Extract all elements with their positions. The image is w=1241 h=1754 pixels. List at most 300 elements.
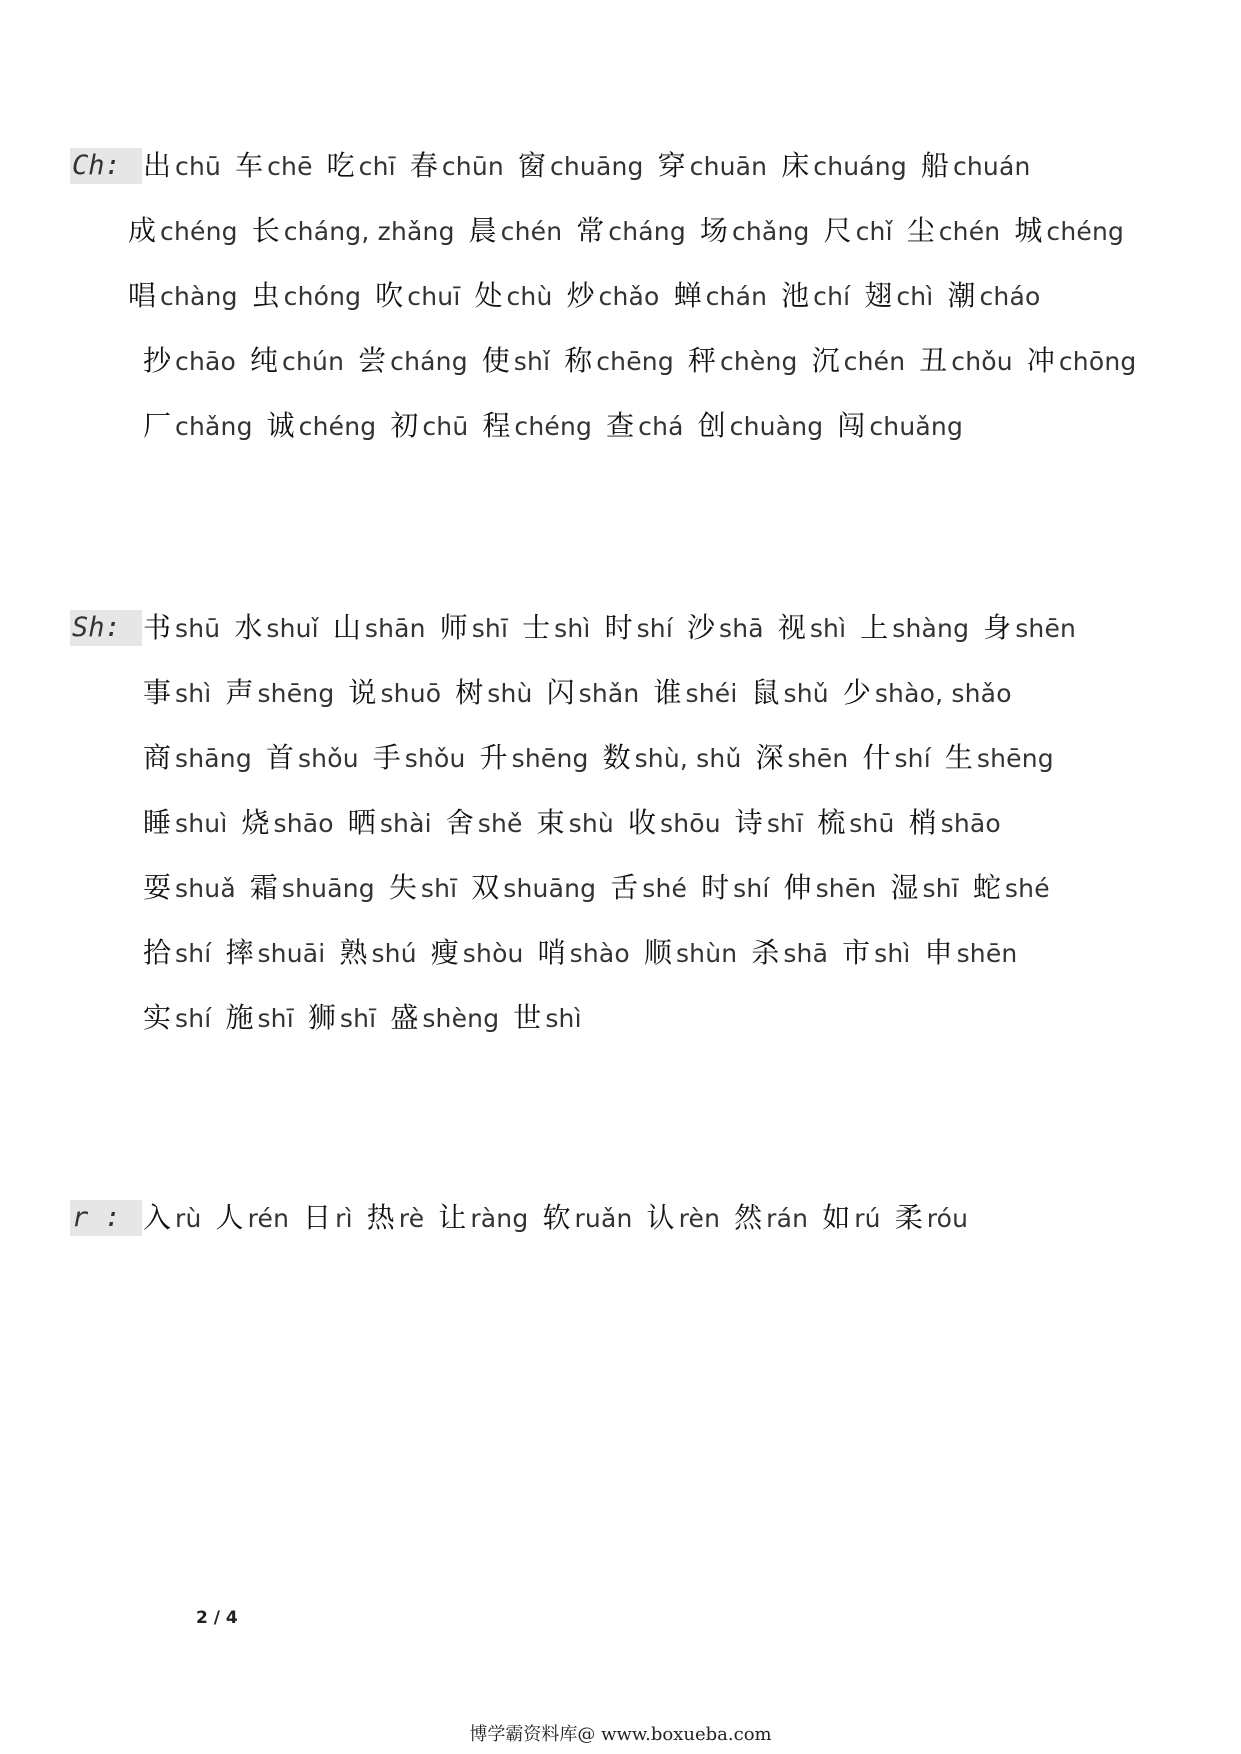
character-row	[143, 406, 977, 446]
character-row	[128, 211, 1138, 251]
character-entry	[143, 673, 211, 717]
pinyin-reading: shì	[545, 1004, 582, 1033]
hanzi-character: 身	[983, 611, 1012, 644]
pinyin-reading: shuì	[175, 809, 228, 838]
hanzi-character: 山	[332, 611, 361, 644]
pinyin-reading: chūn	[441, 152, 504, 181]
hanzi-character: 冲	[1026, 344, 1055, 377]
hanzi-character: 商	[143, 741, 172, 774]
hanzi-character: 数	[602, 741, 631, 774]
pinyin-reading: chí	[813, 282, 851, 311]
pinyin-reading: shǒu	[404, 744, 466, 773]
hanzi-character: 认	[646, 1201, 675, 1234]
pinyin-reading: cháng, zhǎng	[283, 217, 455, 246]
hanzi-character: 鼠	[751, 676, 780, 709]
character-entry	[252, 276, 362, 320]
pinyin-reading: chāo	[175, 347, 237, 376]
pinyin-reading: shī	[420, 874, 458, 903]
character-entry	[817, 803, 894, 847]
character-entry	[921, 146, 1031, 190]
pinyin-reading: shī	[471, 614, 509, 643]
hanzi-character: 沉	[811, 344, 840, 377]
pinyin-reading: chī	[358, 152, 396, 181]
hanzi-character: 常	[576, 214, 605, 247]
pinyin-reading: shēn	[815, 874, 877, 903]
hanzi-character: 施	[225, 1001, 254, 1034]
character-entry	[925, 933, 1018, 977]
pinyin-reading: shuāng	[503, 874, 597, 903]
pinyin-reading: shā	[719, 614, 764, 643]
hanzi-character: 少	[842, 676, 871, 709]
pinyin-reading: chē	[267, 152, 313, 181]
hanzi-character: 查	[606, 409, 635, 442]
pinyin-reading: shǔ	[783, 679, 829, 708]
character-entry	[610, 868, 687, 912]
character-entry	[390, 406, 468, 450]
pinyin-reading: rú	[854, 1204, 881, 1233]
character-entry	[373, 738, 466, 782]
character-entry	[751, 933, 828, 977]
pinyin-reading: chén	[938, 217, 1001, 246]
pinyin-reading: rén	[247, 1204, 290, 1233]
pinyin-reading: shí	[636, 614, 673, 643]
hanzi-character: 晒	[347, 806, 376, 839]
character-row	[143, 146, 1045, 186]
hanzi-character: 狮	[307, 1001, 336, 1034]
hanzi-character: 场	[699, 214, 728, 247]
hanzi-character: 闪	[546, 676, 575, 709]
pinyin-reading: shēn	[1015, 614, 1077, 643]
hanzi-character: 潮	[947, 279, 976, 312]
hanzi-character: 柔	[894, 1201, 923, 1234]
character-entry	[862, 738, 930, 782]
character-entry	[143, 146, 221, 190]
hanzi-character: 失	[388, 871, 417, 904]
hanzi-character: 让	[438, 1201, 467, 1234]
hanzi-character: 烧	[241, 806, 270, 839]
character-entry	[143, 406, 253, 450]
hanzi-character: 吃	[326, 149, 355, 182]
pinyin-reading: shū	[175, 614, 221, 643]
hanzi-character: 摔	[225, 936, 254, 969]
pinyin-reading: shuǐ	[266, 614, 319, 643]
character-entry	[564, 341, 674, 385]
character-entry	[701, 868, 769, 912]
pinyin-reading: shāng	[175, 744, 252, 773]
character-entry	[143, 738, 252, 782]
hanzi-character: 然	[734, 1201, 763, 1234]
hanzi-character: 窗	[517, 149, 546, 182]
pinyin-reading: shù	[487, 679, 533, 708]
pinyin-reading: shāo	[273, 809, 334, 838]
hanzi-character: 师	[439, 611, 468, 644]
character-entry	[308, 998, 376, 1042]
character-entry	[784, 868, 877, 912]
pinyin-reading: chǒu	[951, 347, 1013, 376]
character-entry	[973, 868, 1050, 912]
pinyin-reading: shēn	[956, 939, 1018, 968]
pinyin-reading: chuáng	[813, 152, 907, 181]
pinyin-reading: shùn	[675, 939, 738, 968]
pinyin-reading: shéi	[685, 679, 738, 708]
character-entry	[327, 146, 396, 190]
hanzi-character: 车	[235, 149, 264, 182]
character-entry	[842, 933, 910, 977]
character-entry	[252, 211, 455, 255]
character-row	[143, 341, 1150, 381]
hanzi-character: 尺	[823, 214, 852, 247]
pinyin-reading: chéng	[1046, 217, 1125, 246]
character-entry	[537, 803, 614, 847]
character-entry	[919, 341, 1013, 385]
character-row	[143, 738, 1068, 778]
hanzi-character: 时	[604, 611, 633, 644]
section-label: Sh:	[70, 610, 142, 646]
pinyin-reading: shǎn	[578, 679, 640, 708]
hanzi-character: 处	[474, 279, 503, 312]
pinyin-reading: chōng	[1058, 347, 1137, 376]
pinyin-reading: rán	[766, 1204, 809, 1233]
hanzi-character: 瘦	[430, 936, 459, 969]
hanzi-character: 杀	[751, 936, 780, 969]
hanzi-character: 申	[924, 936, 953, 969]
hanzi-character: 船	[920, 149, 949, 182]
hanzi-character: 唱	[128, 279, 157, 312]
hanzi-character: 蝉	[673, 279, 702, 312]
pinyin-reading: shǒu	[297, 744, 359, 773]
character-entry	[735, 803, 803, 847]
pinyin-reading: shí	[894, 744, 931, 773]
character-entry	[542, 1198, 632, 1242]
character-entry	[538, 933, 630, 977]
pinyin-reading: shuāng	[281, 874, 375, 903]
pinyin-reading: shēng	[976, 744, 1054, 773]
pinyin-reading: chéng	[160, 217, 238, 246]
character-entry	[438, 1198, 528, 1242]
character-entry	[390, 998, 499, 1042]
pinyin-reading: shōu	[659, 809, 721, 838]
pinyin-reading: chù	[506, 282, 553, 311]
character-entry	[471, 868, 596, 912]
character-entry	[698, 406, 824, 450]
character-entry	[375, 276, 460, 320]
pinyin-reading: shài	[379, 809, 432, 838]
hanzi-character: 士	[522, 611, 551, 644]
pinyin-reading: shān	[364, 614, 426, 643]
hanzi-character: 入	[143, 1201, 172, 1234]
pinyin-reading: chèng	[719, 347, 798, 376]
hanzi-character: 闯	[837, 409, 866, 442]
character-entry	[576, 211, 686, 255]
pinyin-reading: chá	[638, 412, 684, 441]
character-entry	[143, 341, 236, 385]
pinyin-reading: shào	[569, 939, 630, 968]
character-entry	[513, 998, 581, 1042]
character-entry	[945, 738, 1054, 782]
character-entry	[907, 211, 1001, 255]
pinyin-reading: chuán	[952, 152, 1031, 181]
hanzi-character: 霜	[249, 871, 278, 904]
hanzi-character: 舍	[445, 806, 474, 839]
pinyin-reading: shì	[874, 939, 911, 968]
hanzi-character: 时	[701, 871, 730, 904]
pinyin-reading: shòu	[462, 939, 524, 968]
pinyin-reading: chì	[896, 282, 934, 311]
character-entry	[843, 673, 1012, 717]
character-entry	[440, 608, 508, 652]
hanzi-character: 穿	[657, 149, 686, 182]
character-entry	[547, 673, 640, 717]
character-entry	[389, 868, 457, 912]
character-row	[143, 998, 596, 1038]
pinyin-reading: shù, shǔ	[634, 744, 742, 773]
character-entry	[482, 406, 592, 450]
pinyin-reading: rèn	[678, 1204, 721, 1233]
character-entry	[674, 276, 768, 320]
character-entry	[603, 738, 742, 782]
character-entry	[333, 608, 426, 652]
character-entry	[348, 673, 441, 717]
pinyin-reading: ruǎn	[574, 1204, 633, 1233]
character-entry	[480, 738, 589, 782]
pinyin-reading: chǎng	[175, 412, 253, 441]
character-entry	[358, 341, 468, 385]
hanzi-character: 睡	[143, 806, 172, 839]
hanzi-character: 丑	[919, 344, 948, 377]
character-entry	[522, 608, 590, 652]
character-entry	[606, 406, 684, 450]
pinyin-reading: chuāng	[549, 152, 644, 181]
character-entry	[303, 1198, 353, 1242]
pinyin-reading: shèng	[422, 1004, 500, 1033]
pinyin-reading: shì	[554, 614, 591, 643]
pinyin-reading: rì	[335, 1204, 353, 1233]
pinyin-reading: rè	[398, 1204, 425, 1233]
pinyin-reading: chǎng	[731, 217, 810, 246]
character-entry	[1014, 211, 1124, 255]
character-entry	[909, 803, 1001, 847]
character-entry	[864, 276, 933, 320]
hanzi-character: 生	[944, 741, 973, 774]
pinyin-reading: shì	[175, 679, 212, 708]
character-entry	[700, 211, 810, 255]
character-entry	[687, 608, 764, 652]
pinyin-reading: shāo	[940, 809, 1001, 838]
character-entry	[267, 406, 377, 450]
character-entry	[410, 146, 504, 190]
character-entry	[647, 1198, 721, 1242]
hanzi-character: 手	[372, 741, 401, 774]
character-entry	[688, 341, 798, 385]
pinyin-reading: cháng	[390, 347, 468, 376]
pinyin-reading: chàng	[160, 282, 238, 311]
character-entry	[216, 1198, 290, 1242]
hanzi-character: 书	[143, 611, 172, 644]
pinyin-reading: chóng	[283, 282, 362, 311]
hanzi-character: 床	[781, 149, 810, 182]
character-entry	[605, 608, 673, 652]
hanzi-character: 翅	[864, 279, 893, 312]
character-entry	[225, 673, 334, 717]
character-entry	[781, 146, 907, 190]
hanzi-character: 世	[513, 1001, 542, 1034]
character-entry	[1027, 341, 1137, 385]
hanzi-character: 伸	[783, 871, 812, 904]
pinyin-reading: shuō	[380, 679, 442, 708]
pinyin-reading: chén	[843, 347, 906, 376]
character-entry	[824, 211, 893, 255]
hanzi-character: 首	[265, 741, 294, 774]
character-entry	[812, 341, 906, 385]
hanzi-character: 吹	[375, 279, 404, 312]
hanzi-character: 热	[366, 1201, 395, 1234]
character-row	[143, 608, 1090, 648]
hanzi-character: 初	[390, 409, 419, 442]
character-entry	[658, 146, 768, 190]
hanzi-character: 诗	[734, 806, 763, 839]
character-entry	[431, 933, 524, 977]
character-entry	[860, 608, 969, 652]
hanzi-character: 尝	[358, 344, 387, 377]
character-entry	[128, 211, 238, 255]
hanzi-character: 厂	[143, 409, 172, 442]
hanzi-character: 使	[481, 344, 510, 377]
pinyin-reading: chén	[500, 217, 563, 246]
character-entry	[143, 608, 220, 652]
pinyin-reading: shì	[809, 614, 847, 643]
pinyin-reading: shī	[766, 809, 804, 838]
character-entry	[837, 406, 963, 450]
pinyin-reading: shēn	[787, 744, 849, 773]
pinyin-reading: shí	[733, 874, 770, 903]
character-entry	[143, 933, 211, 977]
page-number: 2 / 4	[196, 1608, 238, 1628]
character-entry	[143, 1198, 202, 1242]
pinyin-reading: chún	[282, 347, 345, 376]
hanzi-character: 如	[822, 1201, 851, 1234]
pinyin-reading: shí	[175, 1004, 212, 1033]
pinyin-reading: chuān	[689, 152, 768, 181]
character-entry	[241, 803, 333, 847]
hanzi-character: 谁	[653, 676, 682, 709]
footer-watermark: 博学霸资料库@ www.boxueba.com	[469, 1724, 772, 1745]
hanzi-character: 水	[234, 611, 263, 644]
pinyin-reading: shēng	[257, 679, 335, 708]
pinyin-reading: chán	[705, 282, 768, 311]
hanzi-character: 熟	[339, 936, 368, 969]
hanzi-character: 尘	[906, 214, 935, 247]
pinyin-reading: shū	[849, 809, 895, 838]
hanzi-character: 创	[697, 409, 726, 442]
hanzi-character: 市	[842, 936, 871, 969]
pinyin-reading: chǐ	[855, 217, 893, 246]
character-entry	[644, 933, 737, 977]
hanzi-character: 说	[348, 676, 377, 709]
pinyin-reading: shuǎ	[175, 874, 236, 903]
pinyin-reading: shé	[1004, 874, 1050, 903]
character-entry	[469, 211, 563, 255]
character-entry	[781, 276, 850, 320]
pinyin-reading: shī	[339, 1004, 377, 1033]
hanzi-character: 双	[471, 871, 500, 904]
hanzi-character: 上	[860, 611, 889, 644]
character-entry	[128, 276, 238, 320]
pinyin-reading: chū	[175, 152, 222, 181]
pinyin-reading: shú	[371, 939, 417, 968]
character-entry	[947, 276, 1040, 320]
character-entry	[143, 803, 227, 847]
character-entry	[518, 146, 644, 190]
hanzi-character: 拾	[143, 936, 172, 969]
character-entry	[235, 146, 313, 190]
pinyin-reading: shī	[257, 1004, 294, 1033]
hanzi-character: 称	[564, 344, 593, 377]
hanzi-character: 顺	[643, 936, 672, 969]
character-entry	[339, 933, 416, 977]
section-label: r :	[70, 1200, 142, 1236]
hanzi-character: 声	[225, 676, 254, 709]
pinyin-reading: chū	[422, 412, 469, 441]
character-entry	[143, 868, 236, 912]
character-entry	[734, 1198, 808, 1242]
hanzi-character: 深	[755, 741, 784, 774]
hanzi-character: 哨	[537, 936, 566, 969]
hanzi-character: 长	[251, 214, 280, 247]
hanzi-character: 日	[303, 1201, 332, 1234]
pinyin-reading: chēng	[596, 347, 674, 376]
pinyin-reading: shù	[568, 809, 614, 838]
hanzi-character: 诚	[266, 409, 295, 442]
character-entry	[234, 608, 318, 652]
character-row	[143, 1198, 982, 1238]
hanzi-character: 沙	[687, 611, 716, 644]
hanzi-character: 耍	[143, 871, 172, 904]
hanzi-character: 梢	[908, 806, 937, 839]
character-entry	[348, 803, 432, 847]
character-entry	[890, 868, 958, 912]
pinyin-reading: shā	[783, 939, 829, 968]
hanzi-character: 炒	[566, 279, 595, 312]
pinyin-reading: cháo	[979, 282, 1041, 311]
pinyin-reading: chǎo	[598, 282, 660, 311]
hanzi-character: 树	[455, 676, 484, 709]
hanzi-character: 实	[143, 1001, 172, 1034]
character-entry	[455, 673, 532, 717]
hanzi-character: 舌	[610, 871, 639, 904]
pinyin-reading: shě	[477, 809, 523, 838]
character-entry	[778, 608, 846, 652]
pinyin-reading: cháng	[608, 217, 686, 246]
pinyin-reading: róu	[926, 1204, 969, 1233]
hanzi-character: 春	[409, 149, 438, 182]
pinyin-reading: chuī	[407, 282, 461, 311]
character-entry	[225, 998, 293, 1042]
hanzi-character: 梳	[817, 806, 846, 839]
pinyin-reading: chéng	[298, 412, 377, 441]
hanzi-character: 晨	[468, 214, 497, 247]
character-entry	[567, 276, 660, 320]
pinyin-reading: shuāi	[257, 939, 326, 968]
hanzi-character: 成	[128, 214, 157, 247]
hanzi-character: 程	[482, 409, 511, 442]
character-row	[143, 868, 1064, 908]
hanzi-character: 湿	[890, 871, 919, 904]
hanzi-character: 蛇	[972, 871, 1001, 904]
hanzi-character: 城	[1014, 214, 1043, 247]
character-entry	[756, 738, 849, 782]
character-entry	[143, 998, 211, 1042]
character-row	[143, 673, 1026, 713]
